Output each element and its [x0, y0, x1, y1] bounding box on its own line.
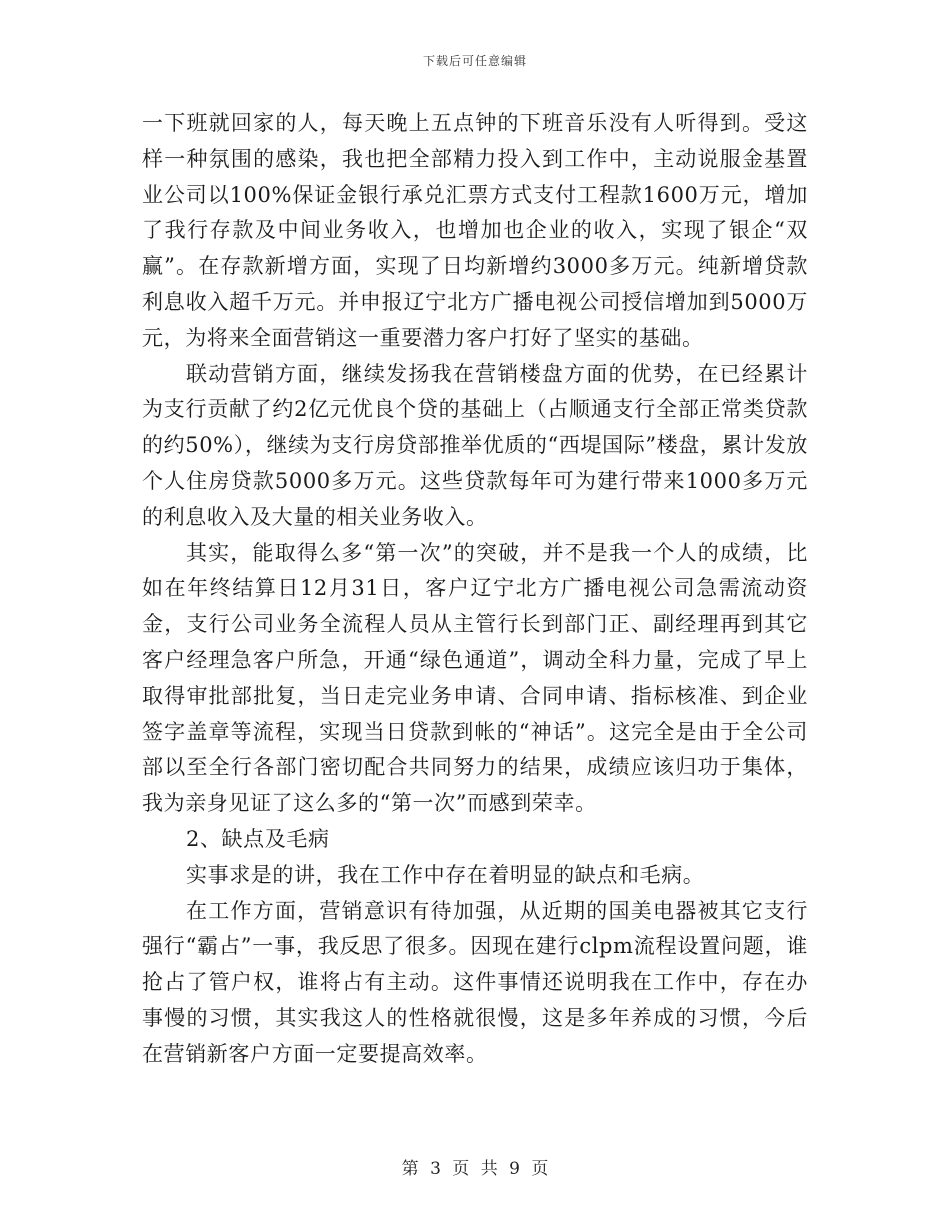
paragraph-2: 联动营销方面，继续发扬我在营销楼盘方面的优势，在已经累计为支行贡献了约2亿元优良个贷的基础上（占顺通支行全部正常类贷款的约50%），继续为支行房贷部推举优质的“西堤国际”楼盘，累计发放个人住房贷款5000多万元。这些贷款每年可为建行带来1000多万元的利息收入及大量的相关业务收入。 [142, 361, 808, 529]
document-body [142, 106, 808, 1073]
section-heading: 2、缺点及毛病 [186, 826, 330, 851]
paragraph-3: 其实，能取得么多“第一次”的突破，并不是我一个人的成绩，比如在年终结算日12月31日，客户辽宁北方广播电视公司急需流动资金，支行公司业务全流程人员从主管行长到部门正、副经理再到其它客户经理急客户所急，开通“绿色通道”，调动全科力量，完成了早上取得审批部批复，当日走完业务申请、合同申请、指标核准、到企业签字盖章等流程，实现当日贷款到帐的“神话”。这完全是由于全公司部以至全行各部门密切配合共同努力的结果，成绩应该归功于集体，我为亲身见证了这么多的“第一次”而感到荣幸。 [142, 540, 808, 816]
paragraph-4: 实事求是的讲，我在工作中存在着明显的缺点和毛病。 [186, 862, 705, 887]
paragraph-5: 在工作方面，营销意识有待加强，从近期的国美电器被其它支行强行“霸占”一事，我反思了很多。因现在建行clpm流程设置问题，谁抢占了管户权，谁将占有主动。这件事情还说明我在工作中，存在办事慢的习惯，其实我这人的性格就很慢，这是多年养成的习惯，今后在营销新客户方面一定要提高效率。 [142, 898, 808, 1066]
paragraph-1: 一下班就回家的人，每天晚上五点钟的下班音乐没有人听得到。受这样一种氛围的感染，我也把全部精力投入到工作中，主动说服金基置业公司以100%保证金银行承兑汇票方式支付工程款1600万元，增加了我行存款及中间业务收入，也增加也企业的收入，实现了银企“双赢”。在存款新增方面，实现了日均新增约3000多万元。纯新增贷款利息收入超千万元。并申报辽宁北方广播电视公司授信增加到5000万元，为将来全面营销这一重要潜力客户打好了坚实的基础。 [142, 111, 808, 350]
page-number: 第 3 页 共 9 页 [401, 1159, 549, 1179]
page-header: 下载后可任意编辑 [422, 54, 527, 68]
